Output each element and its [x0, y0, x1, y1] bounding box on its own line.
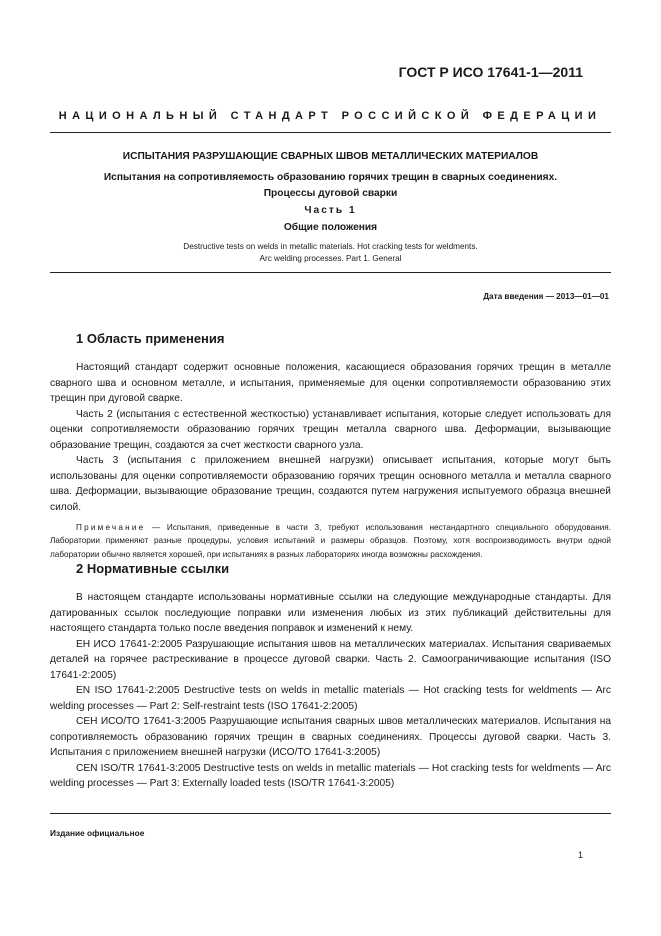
standard-title: ИСПЫТАНИЯ РАЗРУШАЮЩИЕ СВАРНЫХ ШВОВ МЕТАЛЛИЧЕСКИХ МАТЕРИАЛОВ	[122, 151, 539, 162]
header-divider	[50, 132, 611, 133]
section-2-heading: 2 Нормативные ссылки	[76, 561, 230, 576]
title-divider	[50, 272, 611, 273]
section-2-paragraph: В настоящем стандарте использованы нормативные ссылки на следующие международные стандарты. Для датированных ссылок последующие поправки или изменения любых из этих публикаций действительны для настоящего стандарта только после введения поправок и изменений к нему.	[50, 592, 611, 634]
section-1-body	[50, 360, 611, 561]
page-number: 1	[577, 850, 583, 860]
section-1-paragraph: Настоящий стандарт содержит основные положения, касающиеся образования горячих трещин в металле сварного шва и основном металле, и испытания, применяемые для оценки сопротивляемости образованию этих трещин при дуговой сварке.	[50, 362, 611, 404]
section-1-paragraph: Часть 3 (испытания с приложением внешней нагрузки) описывает испытания, которые могут быть использованы для оценки сопротивляемости образованию горячих трещин основного металла и металла сварного шва. Деформации, вызывающие образование трещин, создаются путем нагружения испытуемого образца внешней силой.	[50, 455, 611, 513]
standard-subtitle-line1: Испытания на сопротивляемость образованию горячих трещин в сварных соединениях.	[103, 172, 558, 183]
section-1-note	[50, 521, 611, 561]
english-title	[50, 241, 611, 264]
normative-reference: ЕН ИСО 17641-2:2005 Разрушающие испытания швов на металлических материалах. Испытания свариваемых деталей на горячее растрескивание в процессе дуговой сварки. Часть 2. Самоограничивающие испытания (ISO 17641-2:2005)	[50, 638, 611, 681]
standard-subtitle-line2: Процессы дуговой сварки	[263, 187, 398, 199]
national-standard-title: НАЦИОНАЛЬНЫЙ СТАНДАРТ РОССИЙСКОЙ ФЕДЕРАЦИИ	[58, 110, 602, 122]
introduction-date: Дата введения — 2013—01—01	[483, 292, 609, 301]
note-text: — Испытания, приведенные в части 3, требуют использования нестандартного специального оборудования. Лаборатории применяют разные процедуры, условия испытаний и размеры образцов. Поэтому, хотя воспроизводимость внутри одной лаборатории обычно является хорошей, при испытаниях в разных лабораториях иногда возможны расхождения.	[50, 523, 611, 559]
section-2-body	[50, 590, 611, 792]
english-title-line1: Destructive tests on welds in metallic materials. Hot cracking tests for weldments.	[183, 242, 478, 251]
part-number: Часть 1	[304, 205, 357, 216]
english-title-line2: Arc welding processes. Part 1. General	[259, 253, 402, 263]
part-title: Общие положения	[283, 222, 378, 233]
document-code: ГОСТ Р ИСО 17641-1—2011	[398, 64, 583, 80]
normative-reference: CEN ISO/TR 17641-3:2005 Destructive tests on welds in metallic materials — Hot cracking tests for weldments — Arc welding processes — Part 3: Externally loaded tests (ISO/TR 17641-3:2005)	[50, 762, 611, 789]
section-1-paragraph: Часть 2 (испытания с естественной жесткостью) устанавливает испытания, которые следует использовать для оценки сопротивляемости образованию горячих трещин металла сварного шва. Деформации, вызывающие образование трещин, создаются за счет жесткости сварного узла.	[50, 408, 611, 451]
standard-subtitle	[50, 170, 611, 201]
normative-reference: СЕН ИСО/ТО 17641-3:2005 Разрушающие испытания сварных швов металлических материалов. Испытания на сопротивляемость образованию горячих трещин в сварных соединениях. Процессы дуговой сварки. Часть 3. Испытания с приложением внешней нагрузки (ИСО/ТО 17641-3:2005)	[50, 716, 611, 758]
official-edition-label: Издание официальное	[50, 828, 145, 838]
normative-reference: EN ISO 17641-2:2005 Destructive tests on welds in metallic materials — Hot cracking tests for weldments — Arc welding processes — Part 2: Self-restraint tests (ISO 17641-2:2005)	[50, 685, 611, 712]
note-label: Примечание	[76, 523, 146, 532]
footer-divider	[50, 813, 611, 814]
section-1-heading: 1 Область применения	[76, 331, 225, 346]
